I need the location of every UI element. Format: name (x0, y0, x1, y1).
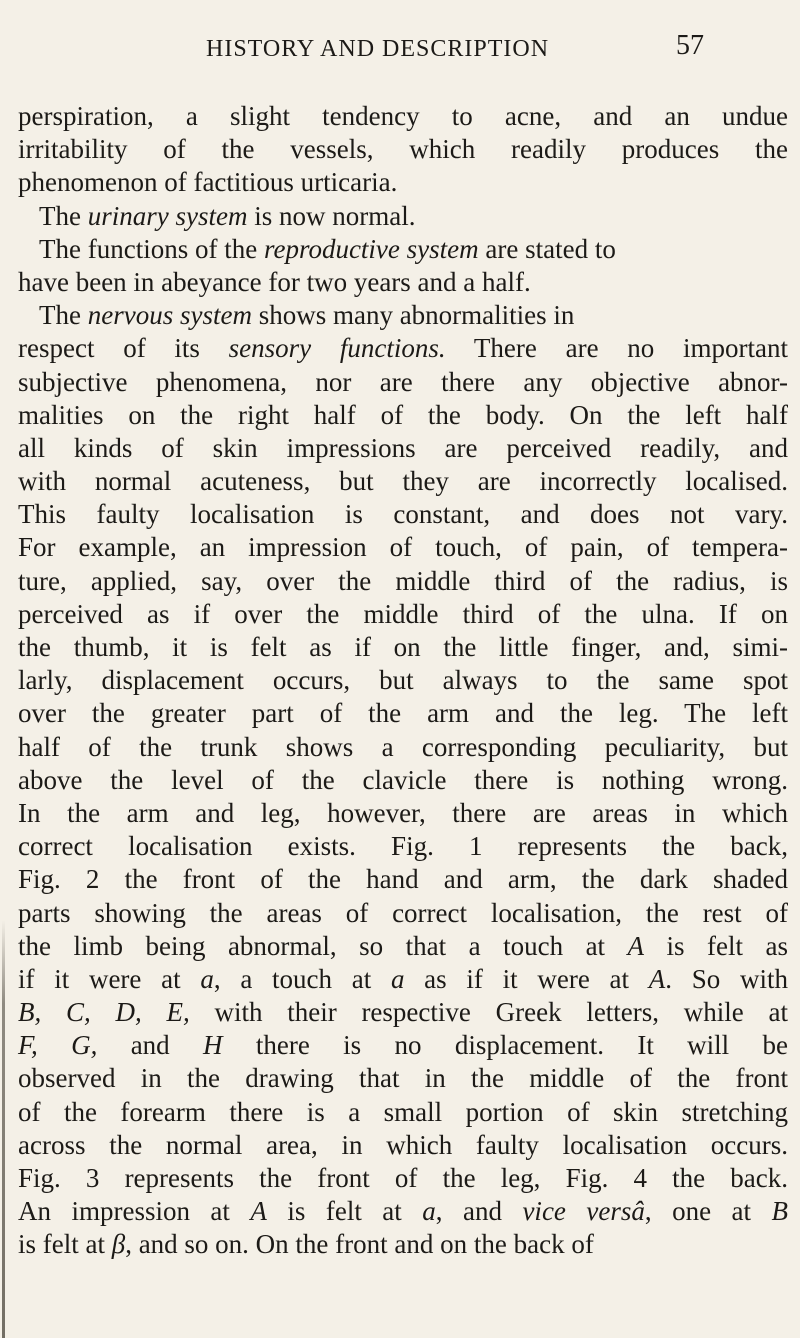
text-line (18, 299, 788, 332)
page-gutter-edge (2, 920, 5, 1338)
text-run: , a touch at (213, 963, 391, 994)
text-line (18, 897, 788, 930)
text-run: ture, applied, say, over the middle third of the radius, is (18, 565, 788, 596)
text-line (18, 963, 788, 996)
page-header (0, 26, 800, 66)
text-run: For example, an impression of touch, of pain, of tempera- (18, 532, 788, 563)
italic-text: H (203, 1030, 223, 1061)
italic-text: β (111, 1229, 126, 1260)
text-run: is now normal. (247, 200, 416, 231)
text-line (18, 664, 788, 697)
text-run: , and (435, 1196, 523, 1227)
text-run: , and so on. On the front and on the back of (125, 1229, 594, 1260)
text-run: Fig. 2 the front of the hand and arm, the dark shaded (18, 864, 788, 895)
text-run: The (39, 200, 88, 231)
text-run: shows many abnormalities in (251, 300, 575, 331)
text-run: larly, displacement occurs, but always to the same spot (18, 665, 788, 696)
text-run: the thumb, it is felt as if on the little finger, and, simi- (18, 632, 788, 662)
italic-text: B, C, D, E, (18, 997, 190, 1028)
text-line (18, 1029, 788, 1062)
text-run: There are no important (445, 333, 789, 364)
text-run: subjective phenomena, nor are there any objective abnor- (18, 366, 788, 397)
text-line (18, 697, 788, 730)
text-line (18, 1062, 788, 1095)
text-run: perceived as if over the middle third of the ulna. If on (18, 598, 788, 629)
text-run: Fig. 3 represents the front of the leg, Fig. 4 the back. (18, 1163, 788, 1193)
text-run: and (97, 1030, 204, 1061)
running-head: HISTORY AND DESCRIPTION (206, 36, 550, 62)
text-run: parts showing the areas of correct localisation, the rest of (18, 897, 788, 928)
text-run: with normal acuteness, but they are incorrectly localised. (18, 466, 788, 497)
text-run: are stated to (478, 233, 616, 264)
text-run: is felt at (266, 1196, 423, 1227)
text-run: perspiration, a slight tendency to acne, and an undue (18, 101, 788, 131)
text-run: An impression at (18, 1196, 251, 1227)
text-line (18, 399, 788, 432)
text-line (18, 432, 788, 465)
text-line (18, 797, 788, 830)
text-run: This faulty localisation is constant, and does not vary. (18, 499, 788, 530)
text-line (18, 764, 788, 797)
italic-text: a (422, 1196, 436, 1227)
text-line (18, 930, 788, 963)
italic-text: sensory functions. (228, 333, 446, 364)
text-run: above the level of the clavicle there is nothing wrong. (18, 764, 788, 795)
text-run: half of the trunk shows a corresponding peculiarity, but (18, 731, 788, 762)
text-run: is felt as (644, 930, 788, 961)
text-line (18, 332, 788, 365)
text-run: all kinds of skin impressions are perceived readily, and (18, 432, 788, 463)
text-line (18, 100, 788, 133)
text-line (18, 863, 788, 896)
text-run: malities on the right half of the body. On the left half (18, 399, 788, 430)
text-line (18, 1195, 788, 1228)
text-line (18, 1228, 788, 1261)
text-line (18, 1162, 788, 1195)
text-run: correct localisation exists. Fig. 1 represents the back, (18, 831, 788, 862)
text-line (18, 631, 788, 664)
text-line (18, 266, 788, 299)
text-run: the limb being abnormal, so that a touch at (18, 930, 628, 961)
text-run: across the normal area, in which faulty localisation occurs. (18, 1129, 788, 1160)
text-line (18, 233, 788, 266)
text-line (18, 531, 788, 564)
text-run: of the forearm there is a small portion of skin stretching (18, 1096, 788, 1127)
text-run: The functions of the (39, 233, 264, 264)
italic-text: a (390, 963, 405, 994)
text-line (18, 465, 788, 498)
text-run: there is no displacement. It will be (222, 1030, 789, 1061)
italic-text: a (200, 963, 214, 994)
italic-text: A (250, 1196, 267, 1227)
italic-text: F, G, (18, 1030, 98, 1061)
text-line (18, 133, 788, 166)
text-run: is felt at (18, 1229, 112, 1260)
text-run: irritability of the vessels, which readily produces the (18, 134, 788, 165)
text-line (18, 366, 788, 399)
text-line (18, 996, 788, 1029)
text-run: as if it were at (404, 963, 649, 994)
italic-text: reproductive system (263, 233, 479, 264)
italic-text: nervous system (87, 300, 252, 331)
italic-text: vice versâ (522, 1196, 645, 1227)
text-run: observed in the drawing that in the middle of the front (18, 1063, 788, 1094)
text-run: if it were at (18, 963, 201, 994)
text-run: . So with (665, 963, 788, 994)
text-line (18, 830, 788, 863)
text-line (18, 598, 788, 631)
italic-text: A (627, 930, 645, 961)
text-run: , one at (644, 1196, 772, 1227)
text-line (18, 731, 788, 764)
text-run: over the greater part of the arm and the leg. The left (18, 698, 788, 729)
text-line (18, 166, 788, 199)
text-line (18, 565, 788, 598)
page-number: 57 (676, 30, 704, 61)
text-line (18, 1096, 788, 1129)
text-run: The (39, 300, 88, 331)
italic-text: urinary system (87, 200, 248, 231)
text-run: with their respective Greek letters, while at (189, 997, 788, 1028)
text-line (18, 1129, 788, 1162)
italic-text: B (771, 1196, 789, 1227)
text-run: phenomenon of factitious urticaria. (18, 167, 398, 198)
body-text (18, 100, 788, 1262)
text-run: respect of its (18, 333, 229, 364)
italic-text: A (648, 963, 666, 994)
text-line (18, 498, 788, 531)
text-run: have been in abeyance for two years and a half. (18, 266, 531, 297)
text-run: In the arm and leg, however, there are areas in which (18, 797, 788, 828)
text-line (18, 200, 788, 233)
